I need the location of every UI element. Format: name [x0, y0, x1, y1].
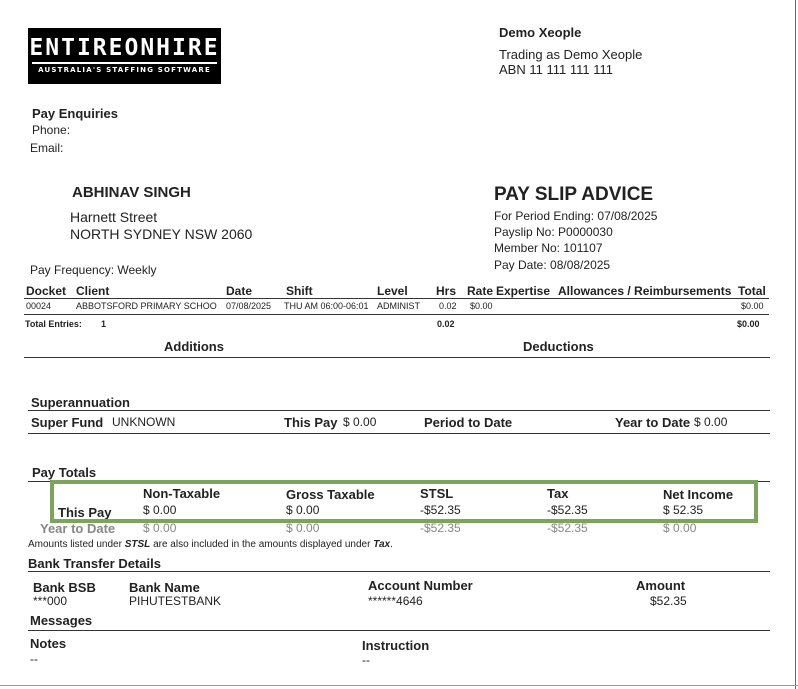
total-hrs: 0.02	[437, 319, 455, 329]
col-hrs: Hrs	[436, 284, 457, 298]
ytd-label: Year to Date	[40, 521, 116, 536]
phone-label: Phone:	[32, 123, 71, 137]
company-abn: ABN 11 111 111 111	[499, 62, 613, 77]
super-period-label: Period to Date	[424, 415, 513, 430]
amount-label: Amount	[636, 578, 686, 593]
col-gross-taxable: Gross Taxable	[286, 487, 375, 502]
payslip-number: Payslip No: P0000030	[494, 225, 613, 239]
additions-heading: Additions	[164, 339, 224, 354]
company-name: Demo Xeople	[499, 25, 582, 40]
account-number-value: ******4646	[368, 594, 423, 608]
col-total: Total	[738, 284, 766, 298]
bank-transfer-title: Bank Transfer Details	[28, 556, 161, 571]
member-number: Member No: 101107	[494, 241, 603, 255]
super-ytd-value: $ 0.00	[694, 415, 728, 429]
footnote-part-a: Amounts listed under	[28, 539, 122, 550]
total-entries-label: Total Entries:	[25, 319, 82, 329]
employee-street: Harnett Street	[70, 209, 158, 225]
col-shift: Shift	[286, 284, 313, 298]
notes-label: Notes	[30, 636, 67, 651]
super-fund-value: UNKNOWN	[112, 415, 176, 429]
row-date: 07/08/2025	[226, 301, 272, 311]
logo-rule	[32, 62, 217, 64]
row-client: ABBOTSFORD PRIMARY SCHOO	[76, 301, 217, 311]
this-pay-gross-taxable: $ 0.00	[286, 503, 320, 517]
row-docket: 00024	[26, 301, 52, 311]
employee-name: ABHINAV SINGH	[72, 184, 191, 201]
super-this-pay-label: This Pay	[284, 415, 338, 430]
this-pay-tax: -$52.35	[547, 503, 588, 517]
email-label: Email:	[30, 141, 64, 155]
this-pay-net-income: $ 52.35	[663, 503, 704, 517]
row-rate: $0.00	[470, 301, 493, 311]
messages-rule	[28, 630, 770, 631]
footnote-end: .	[390, 539, 393, 550]
employee-city: NORTH SYDNEY NSW 2060	[70, 226, 253, 242]
pay-totals-title: Pay Totals	[32, 465, 97, 480]
page-frame-bottom	[0, 685, 798, 686]
bank-bsb-label: Bank BSB	[33, 580, 96, 595]
pay-date: Pay Date: 08/08/2025	[494, 258, 611, 272]
col-tax: Tax	[547, 486, 569, 501]
footnote-part-b: are also included in the amounts displayed under	[153, 539, 371, 550]
col-docket: Docket	[26, 284, 67, 298]
amount-value: $52.35	[650, 594, 687, 608]
ytd-stsl: -$52.35	[420, 521, 461, 535]
col-level: Level	[377, 284, 408, 298]
highlight-box	[50, 480, 758, 523]
ytd-non-taxable: $ 0.00	[143, 521, 177, 535]
instruction-value: --	[362, 653, 370, 667]
col-net-income: Net Income	[663, 487, 734, 502]
notes-value: --	[30, 652, 38, 666]
col-expertise: Expertise	[496, 284, 551, 298]
logo-brand: ENTIREONHIRE	[29, 35, 220, 61]
logo-tagline: AUSTRALIA'S STAFFING SOFTWARE	[38, 66, 211, 74]
pay-totals-footnote	[28, 539, 393, 550]
superannuation-title: Superannuation	[31, 395, 130, 410]
total-amount: $0.00	[737, 319, 760, 329]
period-ending: For Period Ending: 07/08/2025	[494, 209, 658, 223]
col-rate: Rate	[467, 284, 494, 298]
bank-name-value: PIHUTESTBANK	[129, 594, 222, 608]
company-logo	[28, 28, 221, 84]
entries-body-rule	[24, 314, 769, 315]
col-allowances: Allowances / Reimbursements	[558, 284, 732, 298]
pay-enquiries-title: Pay Enquiries	[32, 106, 118, 121]
pay-slip-title: PAY SLIP ADVICE	[494, 184, 654, 205]
account-number-label: Account Number	[368, 578, 473, 593]
row-level: ADMINIST	[377, 301, 421, 311]
total-entries-count: 1	[101, 319, 107, 329]
bank-bsb-value: ***000	[33, 594, 68, 608]
deductions-heading: Deductions	[523, 339, 594, 354]
entries-header-rule	[24, 298, 769, 299]
row-shift: THU AM 06:00-06:01	[284, 301, 369, 311]
footnote-tax: Tax	[373, 539, 391, 550]
super-fund-label: Super Fund	[31, 415, 104, 430]
ytd-net-income: $ 0.00	[663, 521, 697, 535]
row-total: $0.00	[741, 301, 764, 311]
pay-frequency: Pay Frequency: Weekly	[30, 263, 157, 277]
bank-name-label: Bank Name	[129, 580, 200, 595]
this-pay-non-taxable: $ 0.00	[143, 503, 177, 517]
messages-title: Messages	[30, 613, 93, 628]
row-hrs: 0.02	[439, 301, 457, 311]
page-frame-right	[795, 0, 796, 689]
ytd-gross-taxable: $ 0.00	[286, 521, 320, 535]
col-client: Client	[76, 284, 110, 298]
bank-rule	[28, 571, 770, 572]
ytd-tax: -$52.35	[547, 521, 588, 535]
company-trading-as: Trading as Demo Xeople	[499, 47, 643, 62]
super-ytd-label: Year to Date	[615, 415, 691, 430]
super-rule	[28, 410, 770, 411]
super-bottom-rule	[28, 433, 770, 434]
this-pay-label: This Pay	[58, 505, 112, 520]
this-pay-stsl: -$52.35	[420, 503, 461, 517]
super-this-pay-value: $ 0.00	[343, 415, 377, 429]
col-date: Date	[226, 284, 253, 298]
col-stsl: STSL	[420, 486, 454, 501]
footnote-stsl: STSL	[124, 539, 151, 550]
instruction-label: Instruction	[362, 638, 430, 653]
col-non-taxable: Non-Taxable	[143, 486, 221, 501]
additions-rule	[24, 357, 770, 358]
